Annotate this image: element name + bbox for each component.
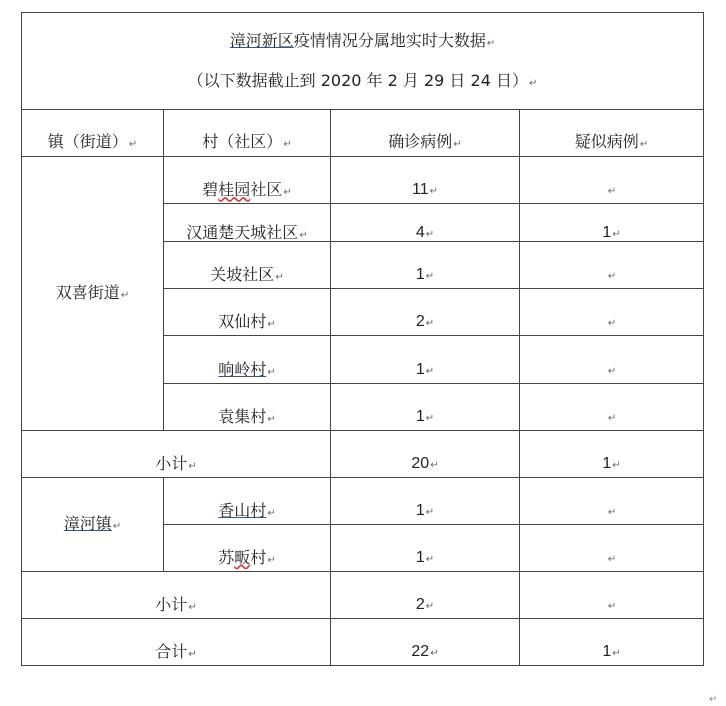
paragraph-mark-icon: ↵	[607, 186, 617, 198]
paragraph-mark-icon: ↵	[425, 365, 435, 377]
paragraph-mark-icon: ↵	[453, 139, 462, 151]
table-title	[22, 33, 703, 49]
paragraph-mark-icon: ↵	[430, 459, 439, 471]
epidemic-data-table	[21, 12, 704, 666]
paragraph-mark-icon: ↵	[607, 600, 617, 612]
town-cell: 双喜街道↵	[22, 157, 164, 430]
table-row	[22, 477, 704, 524]
subtotal-label: 小计↵	[22, 571, 331, 618]
paragraph-mark-icon: ↵	[425, 600, 435, 612]
paragraph-mark-icon: ↵	[425, 318, 435, 330]
paragraph-mark-icon: ↵	[283, 139, 292, 151]
paragraph-mark-icon: ↵	[120, 290, 130, 302]
paragraph-mark-icon: ↵	[188, 649, 197, 660]
paragraph-mark-icon: ↵	[425, 412, 435, 424]
subtotal-row	[22, 571, 704, 618]
confirmed-cell: 4↵	[331, 204, 520, 242]
paragraph-mark-icon: ↵	[486, 38, 496, 50]
suspected-cell	[520, 383, 704, 430]
village-cell: 关坡社区↵	[164, 242, 331, 289]
paragraph-mark-icon: ↵	[607, 553, 617, 565]
subtotal-confirmed: 2↵	[331, 571, 520, 618]
table-row	[22, 157, 704, 204]
subtotal-label: 小计↵	[22, 430, 331, 477]
subtotal-confirmed: 20↵	[331, 430, 520, 477]
suspected-cell	[520, 524, 704, 571]
paragraph-mark-icon: ↵	[425, 506, 435, 518]
header-suspected: 疑似病例↵	[520, 110, 704, 157]
suspected-cell: 1↵	[520, 204, 704, 242]
confirmed-cell: 1↵	[331, 524, 520, 571]
subtotal-suspected	[520, 571, 704, 618]
town-cell: 漳河镇↵	[22, 477, 164, 571]
paragraph-mark-icon: ↵	[639, 139, 649, 151]
paragraph-mark-icon: ↵	[112, 521, 122, 533]
confirmed-cell: 1↵	[331, 477, 520, 524]
confirmed-cell: 11↵	[331, 157, 520, 204]
paragraph-mark-icon: ↵	[267, 319, 276, 331]
title-cell	[22, 13, 704, 110]
village-cell: 响岭村↵	[164, 336, 331, 383]
paragraph-mark-icon: ↵	[425, 553, 435, 565]
suspected-cell	[520, 336, 704, 383]
paragraph-mark-icon: ↵	[607, 318, 617, 330]
paragraph-mark-icon: ↵	[188, 460, 197, 472]
paragraph-mark-icon: ↵	[429, 186, 438, 198]
subtotal-suspected: 1↵	[520, 430, 704, 477]
paragraph-mark-icon: ↵	[612, 229, 621, 241]
subtotal-row	[22, 430, 704, 477]
paragraph-mark-icon: ↵	[612, 648, 621, 659]
paragraph-mark-icon: ↵	[612, 459, 621, 471]
suspected-cell	[520, 242, 704, 289]
total-label: 合计↵	[22, 618, 331, 665]
paragraph-mark-icon: ↵	[430, 648, 439, 659]
header-row	[22, 110, 704, 157]
header-town: 镇（街道）↵	[22, 110, 164, 157]
total-row	[22, 618, 704, 665]
paragraph-mark-icon: ↵	[607, 506, 617, 518]
confirmed-cell: 1↵	[331, 336, 520, 383]
paragraph-mark-icon: ↵	[607, 412, 617, 424]
paragraph-mark-icon: ↵	[128, 139, 138, 151]
paragraph-mark-icon: ↵	[425, 229, 435, 241]
suspected-cell	[520, 289, 704, 336]
village-cell: 双仙村↵	[164, 289, 331, 336]
title-prefix: 漳河新区	[229, 31, 294, 51]
paragraph-mark-icon: ↵	[267, 554, 276, 566]
paragraph-mark-icon: ↵	[709, 694, 718, 705]
header-village: 村（社区）↵	[164, 110, 331, 157]
suspected-cell	[520, 157, 704, 204]
paragraph-mark-icon: ↵	[267, 413, 276, 425]
total-suspected: 1↵	[520, 618, 704, 665]
header-confirmed: 确诊病例↵	[331, 110, 520, 157]
village-cell: 苏畈村↵	[164, 524, 331, 571]
paragraph-mark-icon: ↵	[607, 365, 617, 377]
paragraph-mark-icon: ↵	[267, 507, 276, 519]
village-cell: 碧桂园社区↵	[164, 157, 331, 204]
paragraph-mark-icon: ↵	[528, 78, 538, 90]
title-suffix: 疫情情况分属地实时大数据	[293, 31, 486, 51]
paragraph-mark-icon: ↵	[283, 187, 292, 199]
confirmed-cell: 1↵	[331, 242, 520, 289]
confirmed-cell: 2↵	[331, 289, 520, 336]
village-cell: 香山村↵	[164, 477, 331, 524]
paragraph-mark-icon: ↵	[275, 272, 284, 284]
suspected-cell	[520, 477, 704, 524]
confirmed-cell: 1↵	[331, 383, 520, 430]
paragraph-mark-icon: ↵	[425, 271, 435, 283]
total-confirmed: 22↵	[331, 618, 520, 665]
village-cell: 汉通楚天城社区↵	[164, 204, 331, 242]
village-cell: 袁集村↵	[164, 383, 331, 430]
paragraph-mark-icon: ↵	[267, 366, 276, 378]
paragraph-mark-icon: ↵	[607, 271, 617, 283]
paragraph-mark-icon: ↵	[299, 230, 308, 242]
paragraph-mark-icon: ↵	[188, 601, 197, 613]
table-subtitle: （以下数据截止到 2020 年 2 月 29 日 24 日）↵	[187, 71, 538, 91]
